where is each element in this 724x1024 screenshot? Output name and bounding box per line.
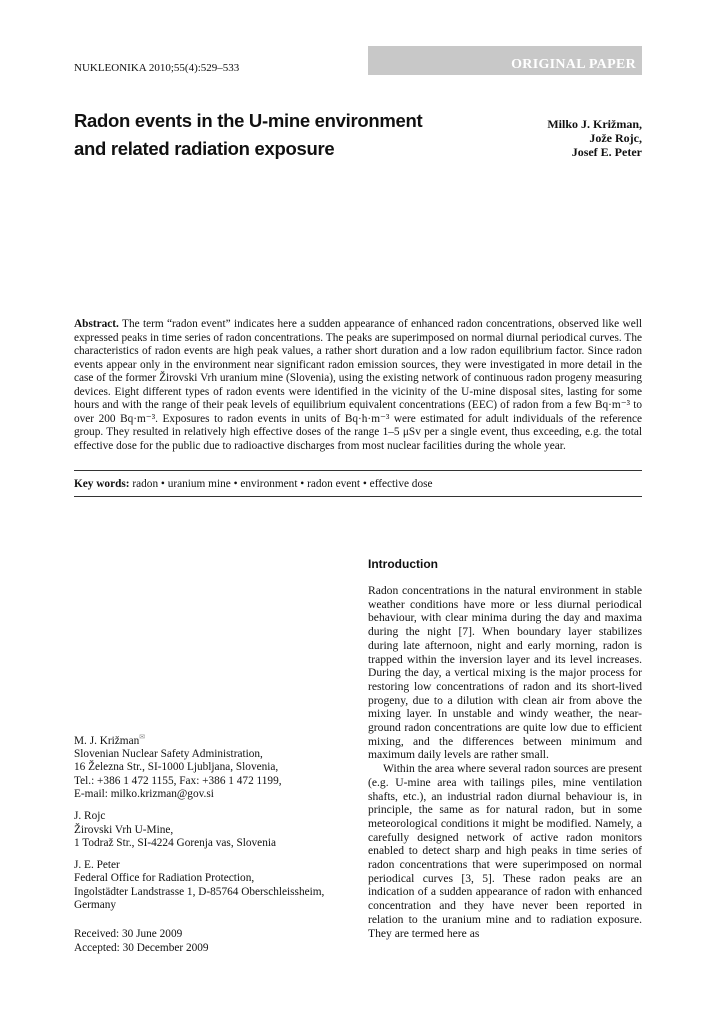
affiliation-line: Slovenian Nuclear Safety Administration, xyxy=(74,748,263,761)
abstract-label: Abstract. xyxy=(74,318,119,330)
article-title xyxy=(74,107,474,163)
divider-bottom xyxy=(74,496,642,497)
affiliation-line: 16 Železna Str., SI-1000 Ljubljana, Slovenia, xyxy=(74,761,279,774)
affiliation-name: M. J. Križman xyxy=(74,734,140,747)
divider-top xyxy=(74,470,642,471)
affiliation-line: Žirovski Vrh U-Mine, xyxy=(74,823,174,836)
section-heading-introduction: Introduction xyxy=(368,557,438,571)
affiliation-line: 1 Todraž Str., SI-4224 Gorenja vas, Slovenia xyxy=(74,836,276,849)
title-line-2: and related radiation exposure xyxy=(74,138,335,159)
keywords xyxy=(74,478,642,490)
introduction-body xyxy=(368,584,642,940)
title-line-1: Radon events in the U-mine environment xyxy=(74,110,423,131)
affiliation-name: J. E. Peter xyxy=(74,859,120,872)
paper-type-label: ORIGINAL PAPER xyxy=(511,57,636,72)
affiliation-krizman xyxy=(74,731,344,801)
envelope-icon: ✉ xyxy=(139,733,146,741)
keywords-text: radon • uranium mine • environment • radon event • effective dose xyxy=(132,478,433,490)
author-1: Milko J. Križman, xyxy=(547,117,642,131)
affiliation-name: J. Rojc xyxy=(74,810,106,823)
affiliation-line: Federal Office for Radiation Protection, xyxy=(74,872,255,885)
abstract-text: The term “radon event” indicates here a sudden appearance of enhanced radon concentrations, observed like well expressed peaks in time series of radon concentrations. The peaks are superimposed on normal diurnal periodical curves. The characteristics of radon events are high peak values, a rather short duration and a low radon equilibrium factor. Since radon events appear only in the environment near significant radon emission sources, they were investigated in more detail in the case of the former Žirovski Vrh uranium mine (Slovenia), using the existing network of continuous radon progeny measuring devices. Eight different types of radon events were identified in the vicinity of the U-mine disposal sites, lasting for some hours and with the range of their peak levels of equilibrium equivalent concentrations (EEC) of radon from a few Bq·m⁻³ to over 200 Bq·m⁻³. Exposures to radon events in units of Bq·h·m⁻³ were estimated for adult individuals of the reference group. They resulted in relatively high effective doses of the range 1–5 μSv per a single event, thus exceeding, e.g. the total effective dose for the public due to radioactive discharges from most nuclear facilities during the whole year. xyxy=(74,318,643,452)
affiliation-line: Ingolstädter Landstrasse 1, D-85764 Oberschleissheim, xyxy=(74,885,325,898)
journal-citation: NUKLEONIKA 2010;55(4):529–533 xyxy=(74,62,240,74)
introduction-paragraph-1: Radon concentrations in the natural environment in stable weather conditions have more or less diurnal periodical behaviour, with clear minima during the day and maxima during the night [7]. When boundary layer stabilizes during late afternoon, night and early morning, radon is trapped within the inversion layer and its level increases. During the day, a vertical mixing is the major process for restoring low concentrations of radon and its short-lived progeny, due to a dilution with clean air from above the mixing layer. In unstable and windy weather, the near-ground radon concentrations are quite low due to efficient mixing, and the differences between minimum and maximum daily levels are rather small. xyxy=(368,584,642,762)
accepted-date: Accepted: 30 December 2009 xyxy=(74,941,209,954)
introduction-paragraph-2: Within the area where several radon sources are present (e.g. U-mine area with tailings piles, mine ventilation shafts, etc.), an industrial radon diurnal behaviour is, in principle, the same as for natural radon, but in some meteorological conditions it might be modified. Namely, a carefully designed network of active radon monitors enabled to detect sharp and high peaks in time series of radon concentrations that were superimposed on normal periodical curves [3, 5]. These radon peaks are an indication of a sudden appearance of radon with enhanced concentration and they have never been reported in relation to the uranium mine and to radiation exposure. They are termed here as xyxy=(368,762,642,940)
affiliation-peter xyxy=(74,859,344,912)
received-accepted xyxy=(74,928,344,955)
author-list xyxy=(547,117,642,159)
received-date: Received: 30 June 2009 xyxy=(74,928,183,941)
affiliation-line: Germany xyxy=(74,899,117,912)
affiliation-line xyxy=(74,731,344,748)
abstract xyxy=(74,318,642,453)
author-3: Josef E. Peter xyxy=(571,145,642,159)
author-2: Jože Rojc, xyxy=(589,131,642,145)
keywords-label: Key words: xyxy=(74,478,130,490)
affiliation-email: E-mail: milko.krizman@gov.si xyxy=(74,787,214,800)
affiliation-line: Tel.: +386 1 472 1155, Fax: +386 1 472 1199, xyxy=(74,774,282,787)
paper-type-banner xyxy=(368,46,642,75)
affiliations xyxy=(74,731,344,964)
affiliation-rojc xyxy=(74,810,344,850)
